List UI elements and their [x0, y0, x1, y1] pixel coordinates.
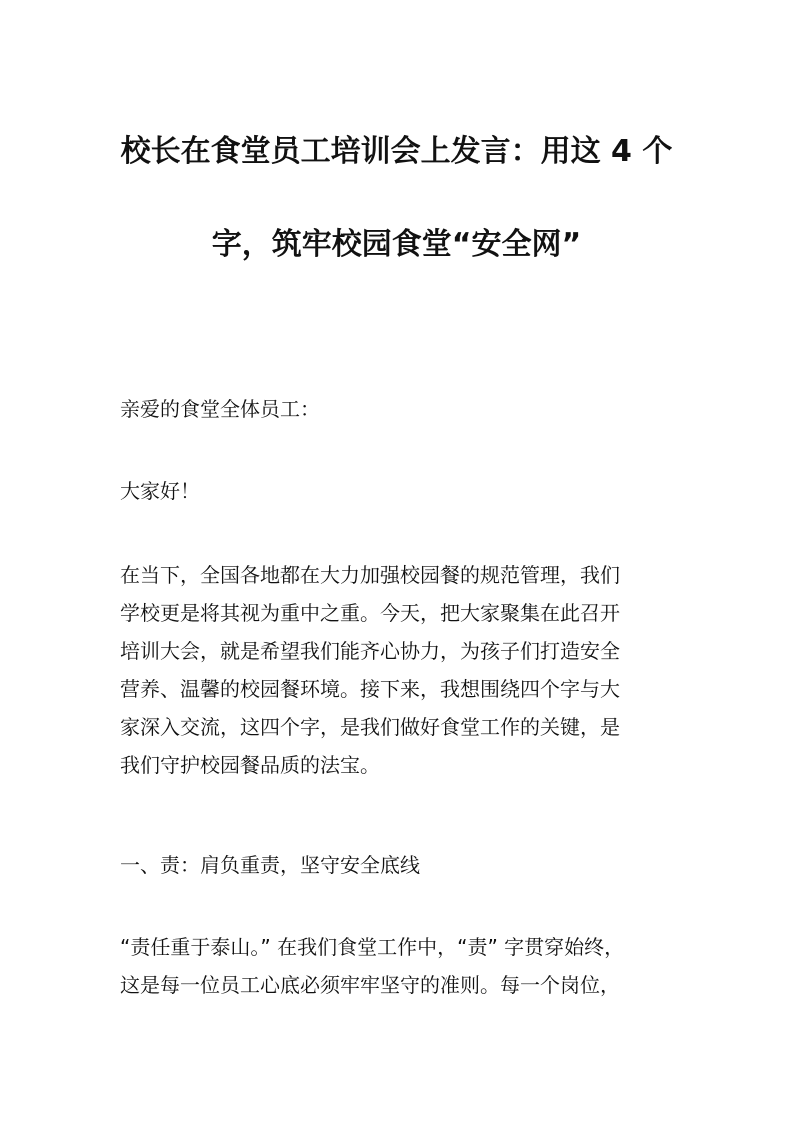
document-title-line-2: 字，筑牢校园食堂“安全网”	[211, 227, 582, 262]
section-1-line: “责任重于泰山。” 在我们食堂工作中，“责” 字贯穿始终，	[120, 935, 625, 959]
document-title-line-1: 校长在食堂员工培训会上发言：用这 4 个	[120, 134, 673, 169]
section-1-paragraph	[120, 928, 676, 1004]
intro-line: 家深入交流，这四个字，是我们做好食堂工作的关键，是	[120, 715, 620, 739]
greeting: 大家好！	[120, 479, 200, 503]
section-1-heading: 一、责：肩负重责，坚守安全底线	[120, 853, 420, 877]
intro-line: 我们守护校园餐品质的法宝。	[120, 753, 380, 777]
intro-line: 在当下，全国各地都在大力加强校园餐的规范管理，我们	[120, 563, 620, 587]
intro-line: 培训大会，就是希望我们能齐心协力，为孩子们打造安全	[120, 639, 620, 663]
salutation: 亲爱的食堂全体员工：	[120, 397, 320, 421]
intro-line: 营养、温馨的校园餐环境。接下来，我想围绕四个字与大	[120, 677, 620, 701]
section-1-line: 这是每一位员工心底必须牢牢坚守的准则。每一个岗位，	[120, 973, 620, 997]
intro-line: 学校更是将其视为重中之重。今天，把大家聚集在此召开	[120, 601, 620, 625]
intro-paragraph	[120, 556, 676, 784]
